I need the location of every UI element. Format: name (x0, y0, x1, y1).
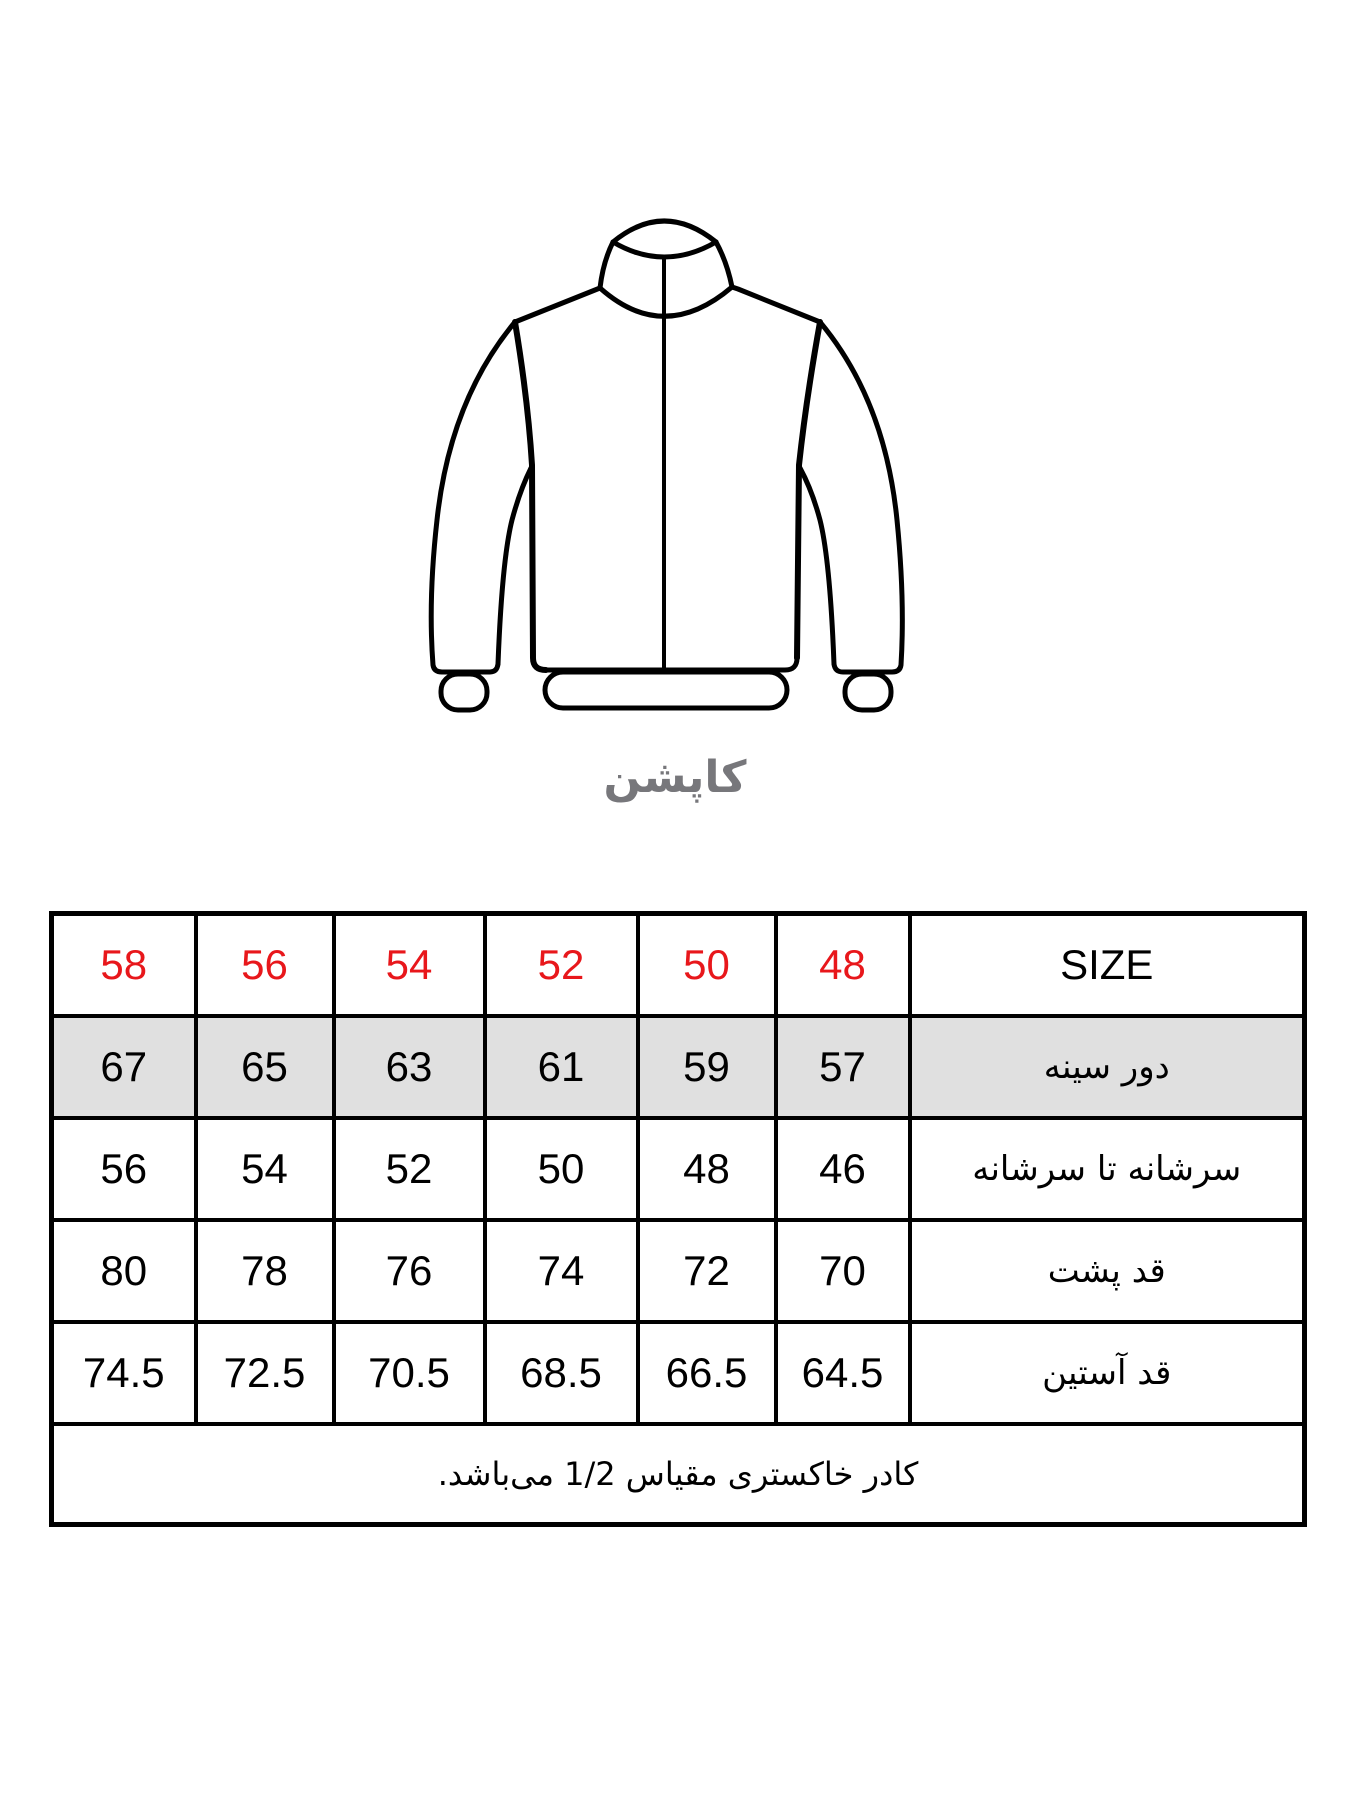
table-row-chest (52, 1016, 1305, 1118)
row-label: قد پشت (910, 1220, 1305, 1322)
jacket-outline-icon (0, 0, 1350, 760)
value-cell: 61 (485, 1016, 638, 1118)
table-note-row (52, 1424, 1305, 1525)
row-label: قد آستین (910, 1322, 1305, 1424)
row-label: سرشانه تا سرشانه (910, 1118, 1305, 1220)
value-cell: 80 (52, 1220, 196, 1322)
size-header-row (52, 914, 1305, 1017)
value-cell: 65 (196, 1016, 334, 1118)
size-cell: 48 (776, 914, 910, 1017)
size-cell: 58 (52, 914, 196, 1017)
size-header-label: SIZE (910, 914, 1305, 1017)
product-title: کاپشن (603, 753, 747, 802)
value-cell: 63 (334, 1016, 485, 1118)
value-cell: 72 (638, 1220, 776, 1322)
value-cell: 67 (52, 1016, 196, 1118)
value-cell: 78 (196, 1220, 334, 1322)
row-label: دور سینه (910, 1016, 1305, 1118)
value-cell: 56 (52, 1118, 196, 1220)
value-cell: 74.5 (52, 1322, 196, 1424)
size-cell: 56 (196, 914, 334, 1017)
value-cell: 64.5 (776, 1322, 910, 1424)
value-cell: 57 (776, 1016, 910, 1118)
value-cell: 46 (776, 1118, 910, 1220)
value-cell: 76 (334, 1220, 485, 1322)
value-cell: 70 (776, 1220, 910, 1322)
size-cell: 54 (334, 914, 485, 1017)
value-cell: 74 (485, 1220, 638, 1322)
value-cell: 52 (334, 1118, 485, 1220)
value-cell: 54 (196, 1118, 334, 1220)
value-cell: 48 (638, 1118, 776, 1220)
value-cell: 68.5 (485, 1322, 638, 1424)
value-cell: 72.5 (196, 1322, 334, 1424)
size-cell: 50 (638, 914, 776, 1017)
size-chart-table (49, 911, 1307, 1527)
value-cell: 50 (485, 1118, 638, 1220)
value-cell: 59 (638, 1016, 776, 1118)
scale-note: کادر خاکستری مقیاس 1/2 می‌باشد. (52, 1424, 1305, 1525)
table-row-sleeve-length (52, 1322, 1305, 1424)
table-row-back-length (52, 1220, 1305, 1322)
value-cell: 66.5 (638, 1322, 776, 1424)
table-row-shoulder (52, 1118, 1305, 1220)
size-cell: 52 (485, 914, 638, 1017)
value-cell: 70.5 (334, 1322, 485, 1424)
